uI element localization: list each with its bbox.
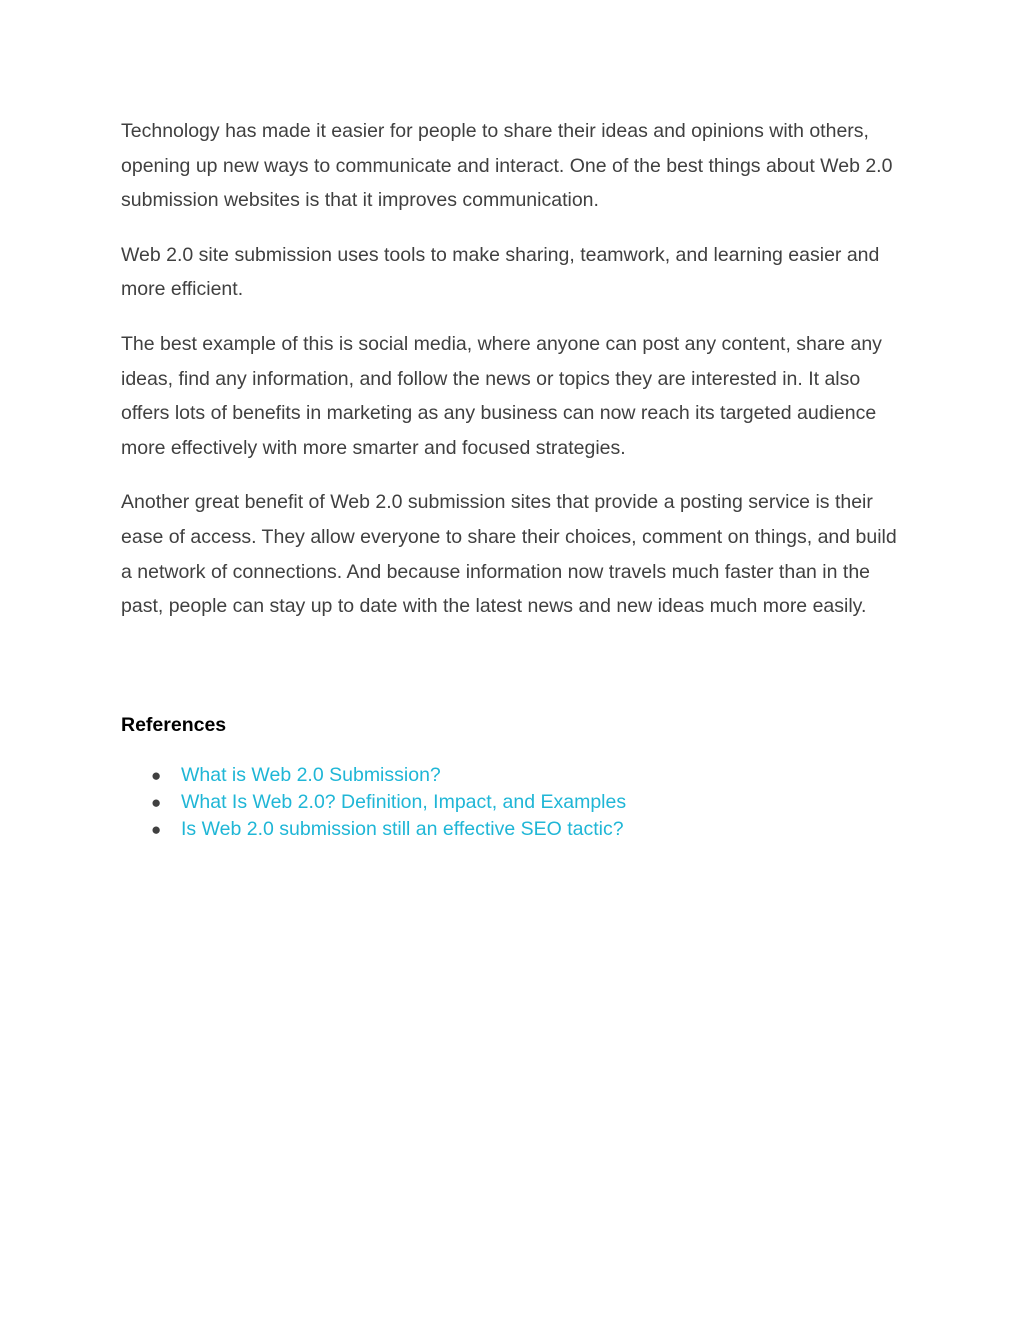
bullet-icon: ●	[151, 765, 162, 785]
reference-link-what-is-web2-definition[interactable]: What Is Web 2.0? Definition, Impact, and Examples	[181, 790, 627, 813]
body-paragraph: Web 2.0 site submission uses tools to make sharing, teamwork, and learning easier and more efficient.	[121, 243, 880, 301]
body-paragraph: Technology has made it easier for people to share their ideas and opinions with others, opening up new ways to communicate and interact. One of the best things about Web 2.0 submission websites is that it improves communication.	[121, 120, 893, 212]
list-item	[121, 762, 911, 789]
document-page	[121, 114, 911, 843]
bullet-icon: ●	[151, 792, 162, 812]
body-paragraph: Another great benefit of Web 2.0 submission sites that provide a posting service is their ease of access. They allow everyone to share their choices, comment on things, and build a network of connections. And because information now travels much faster than in the past, people can stay up to date with the latest news and new ideas much more easily.	[121, 491, 897, 618]
list-item	[121, 816, 911, 843]
body-paragraph: The best example of this is social media, where anyone can post any content, share any ideas, find any information, and follow the news or topics they are interested in. It also offers lots of benefits in marketing as any business can now reach its targeted audience more effectively with more smarter and focused strategies.	[121, 332, 882, 459]
references-list	[121, 762, 911, 843]
list-item	[121, 789, 911, 816]
bullet-icon: ●	[151, 819, 162, 839]
reference-link-seo-tactic[interactable]: Is Web 2.0 submission still an effective SEO tactic?	[181, 817, 624, 840]
reference-link-what-is-web2-submission[interactable]: What is Web 2.0 Submission?	[181, 763, 441, 786]
references-heading: References	[121, 713, 227, 736]
section-spacer	[121, 644, 911, 708]
